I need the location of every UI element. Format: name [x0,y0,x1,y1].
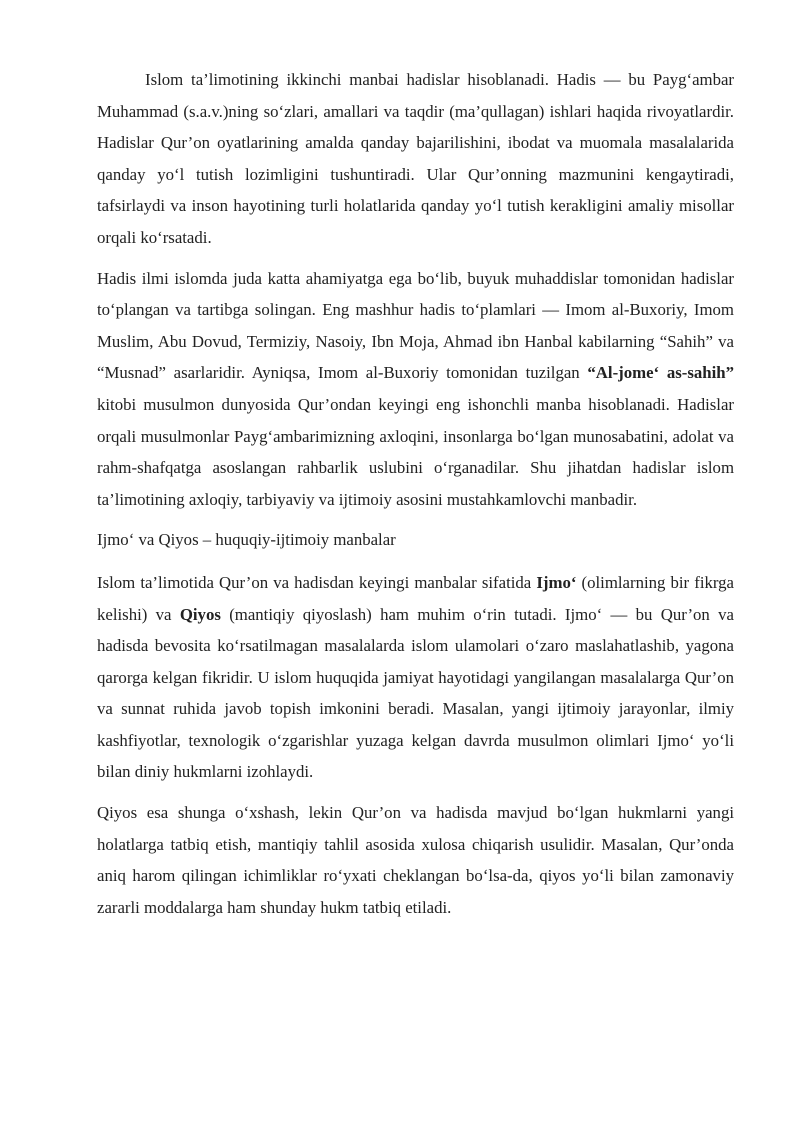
bold-term-qiyos: Qiyos [179,604,221,624]
bold-term-ijmo: Ijmo‘ [536,572,577,592]
paragraph-hadith-science [97,263,734,516]
section-heading: Ijmo‘ va Qiyos – huquqiy-ijtimoiy manbalar [97,530,396,550]
document-page [97,64,734,932]
paragraph-text: (mantiqiy qiyoslash) ham muhim o‘rin tutadi. Ijmo‘ — bu Qur’on va hadisda bevosita ko‘rsatilmagan masalalarda islom ulamolari o‘zaro maslahatlashib, yagona qarorga kelgan fikridir. U islom huquqida jamiyat hayotidagi yangilangan masalalarga Qur’on va sunnat ruhida javob topish imkonini beradi. Masalan, yangi ijtimoiy jarayonlar, ilmiy kashfiyotlar, texnologik o‘zgarishlar yuzaga kelgan davrda musulmon olimlari Ijmo‘ yo‘li bilan diniy hukmlarni izohlaydi. [97,604,734,782]
paragraph-text: kitobi musulmon dunyosida Qur’ondan keyingi eng ishonchli manba hisoblanadi. Hadislar orqali musulmonlar Payg‘ambarimizning axloqini, insonlarga bo‘lgan munosabatini, adolat va rahm-shafqatga asoslangan rahbarlik uslubini o‘rganadilar. Shu jihatdan hadislar islom ta’limotining axloqiy, tarbiyaviy va ijtimoiy asosini mustahkamlovchi manbadir. [97,394,734,509]
paragraph-text: Islom ta’limotida Qur’on va hadisdan keyingi manbalar sifatida [97,572,537,592]
paragraph-qiyos: Qiyos esa shunga o‘xshash, lekin Qur’on va hadisda mavjud bo‘lgan hukmlarni yangi holatlarga tatbiq etish, mantiqiy tahlil asosida xulosa chiqarish usulidir. Masalan, Qur’onda aniq harom qilingan ichimliklar ro‘yxati cheklangan bo‘lsa-da, qiyos yo‘li bilan zamonaviy zararli moddalarga ham shunday hukm tatbiq etiladi. [97,803,734,917]
paragraph-text: Hadis ilmi islomda juda katta ahamiyatga ega bo‘lib, buyuk muhaddislar tomonidan hadislar to‘plangan va tartibga solingan. Eng mashhur hadis to‘plamlari — Imom al-Buxoriy, Imom Muslim, Abu Dovud, Termiziy, Nasoiy, Ibn Moja, Ahmad ibn Hanbal kabilarning “Sahih” va “Musnad” asarlaridir. Ayniqsa, Imom al-Buxoriy tomonidan tuzilgan [97,268,734,383]
bold-book-title: “Al-jome‘ as-sahih” [587,363,734,383]
paragraph-text: (olimlarning bir fikrga kelishi) va [97,572,734,624]
paragraph-ijmo [97,567,734,788]
paragraph-hadith-intro: Islom ta’limotining ikkinchi manbai hadislar hisoblanadi. Hadis — bu Payg‘ambar Muhammad (s.a.v.)ning so‘zlari, amallari va taqdir (ma’qullagan) ishlari haqida rivoyatlardir. Hadislar Qur’on oyatlarining amalda qanday bajarilishini, ibodat va muomala masalalarida qanday yo‘l tutish lozimligini tushuntiradi. Ular Qur’onning mazmunini kengaytiradi, tafsirlaydi va inson hayotining turli holatlarida qanday yo‘l tutish kerakligini amaliy misollar orqali ko‘rsatadi. [97,70,734,247]
